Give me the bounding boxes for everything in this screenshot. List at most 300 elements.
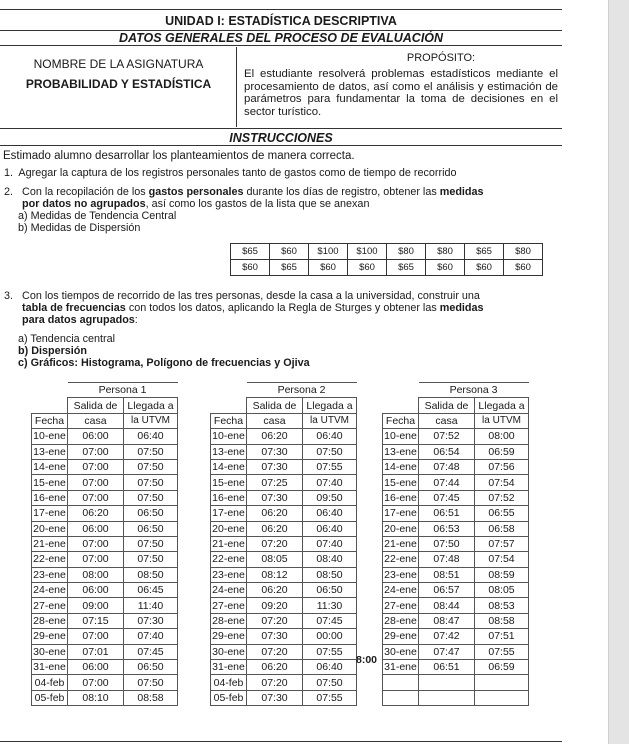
item3-text-2b: con todos los datos, aplicando la Regla de Sturges y obtener las bbox=[125, 302, 440, 314]
date-cell: 20-ene bbox=[212, 522, 245, 535]
purpose-label: PROPÓSITO: bbox=[406, 52, 476, 64]
salida-header: Salida de bbox=[68, 398, 124, 413]
arrival-cell: 07:50 bbox=[124, 675, 178, 690]
date-cell: 31-ene bbox=[33, 661, 66, 674]
table-row bbox=[32, 675, 178, 690]
arrival-cell: 11:40 bbox=[124, 598, 178, 613]
expense-cell: $65 bbox=[465, 244, 504, 260]
table-row bbox=[383, 675, 529, 690]
arrival-cell: 06:50 bbox=[124, 506, 178, 521]
date-cell: 24-ene bbox=[212, 584, 245, 597]
departure-cell: 07:30 bbox=[247, 690, 303, 705]
departure-cell: 08:00 bbox=[68, 567, 124, 582]
date-cell: 05-feb bbox=[32, 690, 68, 705]
departure-cell: 07:44 bbox=[419, 475, 475, 490]
arrival-cell: 06:50 bbox=[124, 660, 178, 675]
date-cell: 22-ene bbox=[33, 553, 66, 566]
departure-cell: 07:01 bbox=[68, 644, 124, 659]
person-title: Persona 1 bbox=[68, 383, 178, 398]
date-cell: 27-ene bbox=[33, 599, 66, 612]
departure-cell: 09:00 bbox=[68, 598, 124, 613]
departure-cell: 07:30 bbox=[247, 444, 303, 459]
utvm-header: la UTVM bbox=[475, 413, 529, 428]
person-2-table bbox=[210, 382, 357, 706]
departure-cell: 06:51 bbox=[419, 660, 475, 675]
item2-text-a: Con la recopilación de los bbox=[22, 186, 149, 198]
arrival-cell: 07:54 bbox=[475, 552, 529, 567]
person-1-table bbox=[31, 382, 178, 706]
departure-cell: 07:52 bbox=[419, 429, 475, 444]
casa-header: casa bbox=[247, 413, 303, 428]
departure-cell: 07:48 bbox=[419, 552, 475, 567]
arrival-cell: 07:50 bbox=[124, 475, 178, 490]
purpose-text: El estudiante resolverá problemas estadísticos mediante el procesamiento de datos, así como el análisis y estimación de parámetros para fundamentar la toma de decisiones en el sector turístico. bbox=[244, 68, 558, 118]
page-bottom-line bbox=[0, 741, 562, 742]
date-cell: 21-ene bbox=[33, 538, 66, 551]
arrival-cell: 07:55 bbox=[303, 644, 357, 659]
arrival-cell: 08:40 bbox=[303, 552, 357, 567]
departure-cell: 07:50 bbox=[419, 536, 475, 551]
departure-cell: 06:20 bbox=[247, 506, 303, 521]
fecha-spacer bbox=[211, 398, 247, 413]
arrival-cell: 07:54 bbox=[475, 475, 529, 490]
arrival-cell bbox=[475, 675, 529, 690]
departure-cell: 06:51 bbox=[419, 506, 475, 521]
expense-cell: $60 bbox=[426, 260, 465, 276]
table-row bbox=[32, 475, 178, 490]
date-cell: 15-ene bbox=[212, 476, 245, 489]
table-row bbox=[32, 536, 178, 551]
departure-cell: 06:00 bbox=[68, 521, 124, 536]
arrival-cell: 06:40 bbox=[124, 429, 178, 444]
departure-cell: 06:00 bbox=[68, 429, 124, 444]
expense-cell: $60 bbox=[504, 260, 543, 276]
expense-cell: $80 bbox=[387, 244, 426, 260]
departure-cell: 07:30 bbox=[247, 490, 303, 505]
arrival-cell: 08:05 bbox=[475, 583, 529, 598]
expense-cell: $100 bbox=[309, 244, 348, 260]
salida-header: Salida de bbox=[247, 398, 303, 413]
date-cell: 05-feb bbox=[211, 690, 247, 705]
departure-cell: 07:20 bbox=[247, 644, 303, 659]
arrival-cell: 07:57 bbox=[475, 536, 529, 551]
arrival-cell: 06:50 bbox=[124, 521, 178, 536]
departure-cell: 07:25 bbox=[247, 475, 303, 490]
date-cell: 17-ene bbox=[212, 507, 245, 520]
salida-header: Salida de bbox=[419, 398, 475, 413]
departure-cell: 06:57 bbox=[419, 583, 475, 598]
departure-cell: 07:45 bbox=[419, 490, 475, 505]
arrival-cell: 06:45 bbox=[124, 583, 178, 598]
date-cell: 22-ene bbox=[384, 553, 417, 566]
departure-cell: 06:20 bbox=[247, 429, 303, 444]
item3-b: b) Dispersión bbox=[18, 345, 87, 357]
top-border bbox=[0, 9, 562, 10]
table-row bbox=[211, 567, 357, 582]
item2-number: 2. bbox=[4, 186, 14, 198]
arrival-cell: 08:59 bbox=[475, 567, 529, 582]
date-cell: 28-ene bbox=[33, 615, 66, 628]
departure-cell: 07:00 bbox=[68, 629, 124, 644]
date-cell: 14-ene bbox=[33, 461, 66, 474]
arrival-cell: 07:40 bbox=[124, 629, 178, 644]
table-row bbox=[211, 660, 357, 675]
item3-text-3: para datos agrupados bbox=[22, 314, 135, 326]
departure-cell: 08:05 bbox=[247, 552, 303, 567]
date-cell: 17-ene bbox=[33, 507, 66, 520]
arrival-cell: 06:40 bbox=[303, 660, 357, 675]
table-row bbox=[32, 583, 178, 598]
date-cell: 28-ene bbox=[384, 615, 417, 628]
table-row bbox=[32, 660, 178, 675]
table-row bbox=[211, 475, 357, 490]
table-row bbox=[383, 567, 529, 582]
expense-cell: $60 bbox=[270, 244, 309, 260]
date-cell: 31-ene bbox=[212, 661, 245, 674]
purpose-cell bbox=[244, 52, 558, 126]
casa-header: casa bbox=[68, 413, 124, 428]
departure-cell: 06:53 bbox=[419, 521, 475, 536]
arrival-cell: 08:58 bbox=[124, 690, 178, 705]
arrival-cell: 07:50 bbox=[124, 444, 178, 459]
date-cell: 10-ene bbox=[33, 430, 66, 443]
table-row bbox=[32, 444, 178, 459]
expense-cell: $65 bbox=[387, 260, 426, 276]
arrival-cell: 07:45 bbox=[124, 644, 178, 659]
table-row bbox=[383, 629, 529, 644]
llegada-header: Llegada a bbox=[303, 398, 357, 413]
departure-cell: 06:20 bbox=[247, 521, 303, 536]
table-row bbox=[211, 521, 357, 536]
arrival-cell: 06:59 bbox=[475, 444, 529, 459]
departure-cell: 09:20 bbox=[247, 598, 303, 613]
item2-b: b) Medidas de Dispersión bbox=[18, 222, 141, 234]
item3-text-1: Con los tiempos de recorrido de las tres personas, desde la casa a la universidad, construir una bbox=[22, 290, 480, 302]
table-row bbox=[383, 598, 529, 613]
arrival-cell: 07:45 bbox=[303, 613, 357, 628]
table-row bbox=[211, 675, 357, 690]
arrival-cell: 07:55 bbox=[303, 459, 357, 474]
purpose-bottom-line bbox=[0, 128, 562, 129]
table-row bbox=[32, 567, 178, 582]
person-subheader-row bbox=[211, 413, 357, 428]
arrival-cell bbox=[475, 690, 529, 705]
departure-cell: 07:20 bbox=[247, 675, 303, 690]
item3-text-2a: tabla de frecuencias bbox=[22, 302, 126, 314]
fecha-spacer bbox=[211, 383, 247, 398]
expense-cell: $65 bbox=[270, 260, 309, 276]
table-row bbox=[211, 690, 357, 705]
arrival-cell: 07:50 bbox=[124, 490, 178, 505]
date-cell bbox=[383, 690, 419, 705]
fecha-spacer bbox=[383, 383, 419, 398]
item3-a: a) Tendencia central bbox=[18, 333, 116, 345]
departure-cell: 07:48 bbox=[419, 459, 475, 474]
date-cell: 10-ene bbox=[212, 430, 245, 443]
expenses-row bbox=[231, 260, 543, 276]
date-cell: 23-ene bbox=[384, 568, 417, 581]
arrival-cell: 09:50 bbox=[303, 490, 357, 505]
table-row bbox=[32, 613, 178, 628]
section-title: DATOS GENERALES DEL PROCESO DE EVALUACIÓN bbox=[0, 30, 562, 46]
departure-cell bbox=[419, 690, 475, 705]
date-cell: 29-ene bbox=[212, 630, 245, 643]
date-cell: 17-ene bbox=[384, 507, 417, 520]
departure-cell: 08:44 bbox=[419, 598, 475, 613]
person-header-row bbox=[383, 398, 529, 413]
departure-cell: 07:00 bbox=[68, 536, 124, 551]
table-row bbox=[383, 521, 529, 536]
date-cell: 24-ene bbox=[384, 584, 417, 597]
date-cell: 15-ene bbox=[33, 476, 66, 489]
departure-cell: 07:00 bbox=[68, 490, 124, 505]
item3-text-3-end: : bbox=[134, 314, 138, 326]
item3-text-2c: medidas bbox=[439, 302, 484, 314]
expense-cell: $80 bbox=[504, 244, 543, 260]
table-row bbox=[383, 444, 529, 459]
intro-text: Estimado alumno desarrollar los planteamientos de manera correcta. bbox=[3, 150, 355, 162]
instruction-item-1: 1. Agregar la captura de los registros personales tanto de gastos como de tiempo de recorrido bbox=[4, 167, 457, 179]
departure-cell: 08:51 bbox=[419, 567, 475, 582]
fecha-header: Fecha bbox=[211, 413, 247, 428]
date-cell: 10-ene bbox=[384, 430, 417, 443]
fecha-header: Fecha bbox=[383, 413, 419, 428]
table-row bbox=[383, 660, 529, 675]
person-header-row bbox=[211, 398, 357, 413]
expense-cell: $100 bbox=[348, 244, 387, 260]
date-cell: 29-ene bbox=[384, 630, 417, 643]
arrival-cell: 08:53 bbox=[475, 598, 529, 613]
arrival-cell: 07:52 bbox=[475, 490, 529, 505]
date-cell: 16-ene bbox=[33, 491, 66, 504]
arrival-cell: 07:50 bbox=[124, 552, 178, 567]
date-cell: 14-ene bbox=[212, 461, 245, 474]
table-row bbox=[211, 583, 357, 598]
side-note: 8:00 bbox=[356, 654, 378, 666]
date-cell bbox=[383, 675, 419, 690]
table-row bbox=[383, 429, 529, 444]
table-row bbox=[383, 552, 529, 567]
date-cell: 16-ene bbox=[384, 491, 417, 504]
item2-text-e: por datos no agrupados bbox=[22, 198, 146, 210]
item3-c: c) Gráficos: Histograma, Polígono de frecuencias y Ojiva bbox=[18, 357, 310, 369]
date-cell: 30-ene bbox=[33, 645, 66, 658]
table-row bbox=[32, 598, 178, 613]
date-cell: 13-ene bbox=[33, 445, 66, 458]
table-row bbox=[211, 429, 357, 444]
llegada-header: Llegada a bbox=[475, 398, 529, 413]
expense-cell: $65 bbox=[231, 244, 270, 260]
date-cell: 13-ene bbox=[212, 445, 245, 458]
departure-cell: 07:20 bbox=[247, 613, 303, 628]
subject-cell bbox=[0, 47, 237, 127]
person-subheader-row bbox=[32, 413, 178, 428]
date-cell: 22-ene bbox=[212, 553, 245, 566]
table-row bbox=[32, 490, 178, 505]
expenses-table bbox=[230, 243, 543, 276]
expense-cell: $60 bbox=[465, 260, 504, 276]
date-cell: 30-ene bbox=[212, 645, 245, 658]
date-cell: 21-ene bbox=[384, 538, 417, 551]
arrival-cell: 07:50 bbox=[303, 444, 357, 459]
departure-cell: 06:00 bbox=[68, 660, 124, 675]
item2-text-b: gastos personales bbox=[148, 186, 244, 198]
date-cell: 27-ene bbox=[384, 599, 417, 612]
departure-cell: 07:00 bbox=[68, 475, 124, 490]
arrival-cell: 07:40 bbox=[303, 536, 357, 551]
table-row bbox=[383, 613, 529, 628]
utvm-header: la UTVM bbox=[303, 413, 357, 428]
table-row bbox=[211, 613, 357, 628]
person-title-row bbox=[211, 383, 357, 398]
departure-cell: 07:15 bbox=[68, 613, 124, 628]
arrival-cell: 07:55 bbox=[475, 644, 529, 659]
expenses-row bbox=[231, 244, 543, 260]
instructions-title: INSTRUCCIONES bbox=[0, 131, 562, 146]
person-title: Persona 3 bbox=[419, 383, 529, 398]
item2-text-c: durante los días de registro, obtener las bbox=[243, 186, 440, 198]
arrival-cell: 07:50 bbox=[124, 459, 178, 474]
arrival-cell: 06:40 bbox=[303, 429, 357, 444]
table-row bbox=[211, 598, 357, 613]
date-cell: 31-ene bbox=[384, 661, 417, 674]
table-row bbox=[211, 459, 357, 474]
right-margin-strip bbox=[608, 0, 629, 744]
departure-cell: 06:00 bbox=[68, 583, 124, 598]
table-row bbox=[32, 629, 178, 644]
item2-text-f: , así como los gastos de la lista que se anexan bbox=[145, 198, 370, 210]
table-row bbox=[32, 690, 178, 705]
casa-header: casa bbox=[419, 413, 475, 428]
fecha-spacer bbox=[383, 398, 419, 413]
departure-cell: 07:30 bbox=[247, 459, 303, 474]
table-row bbox=[32, 506, 178, 521]
fecha-spacer bbox=[32, 398, 68, 413]
fecha-header: Fecha bbox=[32, 413, 68, 428]
table-row bbox=[32, 429, 178, 444]
departure-cell: 08:10 bbox=[68, 690, 124, 705]
person-3-table bbox=[382, 382, 529, 706]
date-cell: 29-ene bbox=[33, 630, 66, 643]
table-row bbox=[211, 490, 357, 505]
table-row bbox=[383, 644, 529, 659]
date-cell: 20-ene bbox=[33, 522, 66, 535]
table-row bbox=[32, 644, 178, 659]
departure-cell: 08:12 bbox=[247, 567, 303, 582]
date-cell: 14-ene bbox=[384, 461, 417, 474]
arrival-cell: 06:58 bbox=[475, 521, 529, 536]
table-row bbox=[32, 521, 178, 536]
departure-cell: 07:30 bbox=[247, 629, 303, 644]
arrival-cell: 07:50 bbox=[124, 536, 178, 551]
date-cell: 16-ene bbox=[212, 491, 245, 504]
llegada-header: Llegada a bbox=[124, 398, 178, 413]
departure-cell: 07:47 bbox=[419, 644, 475, 659]
fecha-spacer bbox=[32, 383, 68, 398]
expense-cell: $60 bbox=[309, 260, 348, 276]
person-title-row bbox=[383, 383, 529, 398]
departure-cell: 07:42 bbox=[419, 629, 475, 644]
table-row bbox=[32, 552, 178, 567]
departure-cell: 07:00 bbox=[68, 444, 124, 459]
arrival-cell: 06:50 bbox=[303, 583, 357, 598]
date-cell: 28-ene bbox=[212, 615, 245, 628]
expense-cell: $60 bbox=[348, 260, 387, 276]
person-title-row bbox=[32, 383, 178, 398]
date-cell: 24-ene bbox=[33, 584, 66, 597]
date-cell: 04-feb bbox=[32, 675, 68, 690]
arrival-cell: 07:51 bbox=[475, 629, 529, 644]
person-header-row bbox=[32, 398, 178, 413]
instruction-item-3 bbox=[4, 290, 560, 369]
departure-cell: 07:00 bbox=[68, 552, 124, 567]
table-row bbox=[383, 490, 529, 505]
utvm-header: la UTVM bbox=[124, 413, 178, 428]
table-row bbox=[383, 690, 529, 705]
arrival-cell: 07:50 bbox=[303, 675, 357, 690]
table-row bbox=[211, 644, 357, 659]
departure-cell: 08:47 bbox=[419, 613, 475, 628]
departure-cell bbox=[419, 675, 475, 690]
person-title: Persona 2 bbox=[247, 383, 357, 398]
table-row bbox=[211, 506, 357, 521]
departure-cell: 06:20 bbox=[247, 583, 303, 598]
departure-cell: 06:54 bbox=[419, 444, 475, 459]
arrival-cell: 08:58 bbox=[475, 613, 529, 628]
arrival-cell: 00:00 bbox=[303, 629, 357, 644]
arrival-cell: 07:55 bbox=[303, 690, 357, 705]
arrival-cell: 07:30 bbox=[124, 613, 178, 628]
arrival-cell: 08:00 bbox=[475, 429, 529, 444]
table-row bbox=[383, 475, 529, 490]
date-cell: 20-ene bbox=[384, 522, 417, 535]
expense-cell: $80 bbox=[426, 244, 465, 260]
table-row bbox=[383, 536, 529, 551]
table-row bbox=[211, 536, 357, 551]
table-row bbox=[211, 552, 357, 567]
arrival-cell: 07:40 bbox=[303, 475, 357, 490]
table-row bbox=[383, 506, 529, 521]
date-cell: 23-ene bbox=[212, 568, 245, 581]
item2-a: a) Medidas de Tendencia Central bbox=[18, 210, 177, 222]
item3-number: 3. bbox=[4, 290, 14, 302]
arrival-cell: 07:56 bbox=[475, 459, 529, 474]
arrival-cell: 11:30 bbox=[303, 598, 357, 613]
table-row bbox=[211, 444, 357, 459]
date-cell: 04-feb bbox=[211, 675, 247, 690]
departure-cell: 06:20 bbox=[68, 506, 124, 521]
unit-title: UNIDAD I: ESTADÍSTICA DESCRIPTIVA bbox=[165, 14, 397, 28]
expense-cell: $60 bbox=[231, 260, 270, 276]
subject-label: NOMBRE DE LA ASIGNATURA bbox=[33, 57, 204, 71]
date-cell: 27-ene bbox=[212, 599, 245, 612]
instruction-item-2 bbox=[4, 186, 560, 234]
item2-text-d: medidas bbox=[439, 186, 484, 198]
date-cell: 15-ene bbox=[384, 476, 417, 489]
arrival-cell: 08:50 bbox=[124, 567, 178, 582]
arrival-cell: 06:40 bbox=[303, 506, 357, 521]
date-cell: 30-ene bbox=[384, 645, 417, 658]
table-row bbox=[383, 583, 529, 598]
departure-cell: 06:20 bbox=[247, 660, 303, 675]
arrival-cell: 06:40 bbox=[303, 521, 357, 536]
table-row bbox=[383, 459, 529, 474]
subject-name: PROBABILIDAD Y ESTADÍSTICA bbox=[25, 77, 212, 91]
date-cell: 23-ene bbox=[33, 568, 66, 581]
departure-cell: 07:20 bbox=[247, 536, 303, 551]
person-subheader-row bbox=[383, 413, 529, 428]
arrival-cell: 08:50 bbox=[303, 567, 357, 582]
